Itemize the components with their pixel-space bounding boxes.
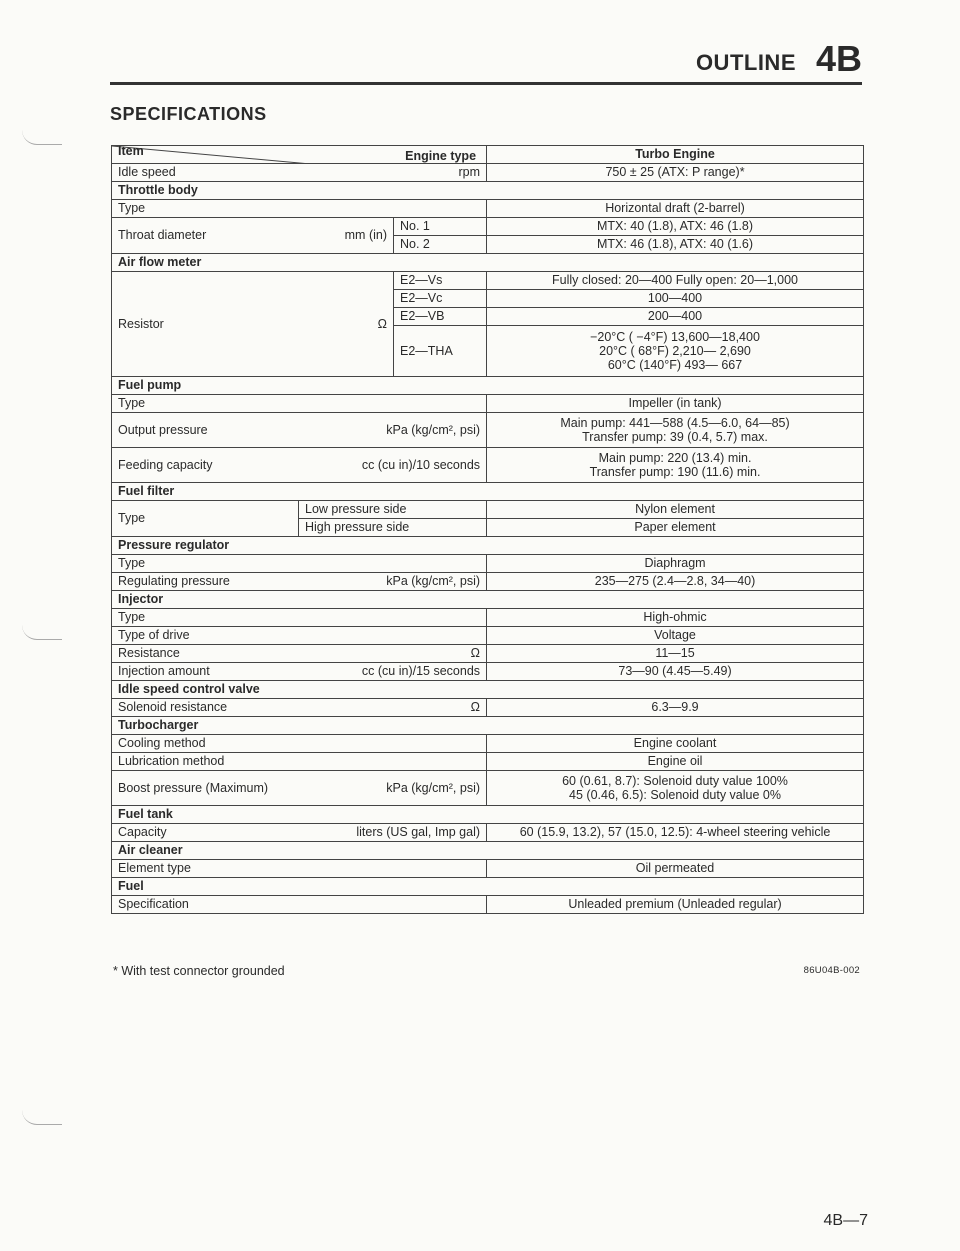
throat-no2: No. 2: [394, 236, 487, 254]
margin-mark-mid: [22, 625, 62, 640]
tha-line-3: 60°C (140°F) 493— 667: [607, 358, 743, 372]
output-pressure-value: [487, 413, 864, 448]
specification-value: Unleaded premium (Unleaded regular): [487, 896, 864, 914]
boost-pressure-label: Boost pressure (Maximum): [118, 780, 269, 795]
engine-type-label: Engine type: [405, 149, 477, 163]
e2-vs: E2—Vs: [394, 272, 487, 290]
resistor-label: Resistor: [118, 316, 164, 331]
low-pressure-side: Low pressure side: [299, 501, 487, 519]
idle-speed-unit: rpm: [458, 165, 481, 179]
throat-no1-value: MTX: 40 (1.8), ATX: 46 (1.8): [487, 218, 864, 236]
section-fuel-pump: Fuel pump: [112, 377, 864, 395]
section-fuel: Fuel: [112, 878, 864, 896]
capacity-unit: liters (US gal, Imp gal): [356, 825, 481, 839]
lubrication-method-value: Engine oil: [487, 753, 864, 771]
section-fuel-filter: Fuel filter: [112, 483, 864, 501]
solenoid-resistance-label: Solenoid resistance: [118, 700, 228, 714]
injector-resistance-value: 11—15: [487, 645, 864, 663]
margin-mark-top: [22, 130, 62, 145]
e2-vb-value: 200—400: [487, 308, 864, 326]
throat-diameter-label: Throat diameter: [118, 228, 207, 242]
throat-diameter-unit: mm (in): [344, 228, 387, 242]
element-type-value: Oil permeated: [487, 860, 864, 878]
injector-type-label: Type: [112, 609, 487, 627]
specifications-table: [111, 145, 864, 914]
boost-pressure-unit: kPa (kg/cm², psi): [386, 780, 481, 795]
idle-speed-label: Idle speed: [118, 165, 176, 179]
fuel-pump-type-label: Type: [112, 395, 487, 413]
section-air-cleaner: Air cleaner: [112, 842, 864, 860]
fuel-pump-type-value: Impeller (in tank): [487, 395, 864, 413]
high-pressure-value: Paper element: [487, 519, 864, 537]
throat-no1: No. 1: [394, 218, 487, 236]
output-line-2: Transfer pump: 39 (0.4, 5.7) max.: [582, 430, 768, 444]
regulator-type-value: Diaphragm: [487, 555, 864, 573]
boost-line-1: 60 (0.61, 8.7): Solenoid duty value 100%: [562, 774, 788, 788]
injection-amount-value: 73—90 (4.45—5.49): [487, 663, 864, 681]
injection-amount-label: Injection amount: [118, 664, 210, 678]
cooling-method-label: Cooling method: [112, 735, 487, 753]
output-pressure-label: Output pressure: [118, 422, 208, 437]
row-idle-speed: [112, 164, 864, 182]
section-idle-speed-control-valve: Idle speed control valve: [112, 681, 864, 699]
page-title: SPECIFICATIONS: [110, 104, 267, 124]
injector-resistance-unit: Ω: [470, 646, 481, 660]
feeding-line-1: Main pump: 220 (13.4) min.: [598, 451, 752, 465]
footnote: * With test connector grounded: [113, 964, 285, 978]
solenoid-resistance-value: 6.3—9.9: [487, 699, 864, 717]
drive-type-value: Voltage: [487, 627, 864, 645]
e2-tha: E2—THA: [394, 326, 487, 377]
tha-line-1: −20°C ( −4°F) 13,600—18,400: [590, 330, 760, 344]
section-injector: Injector: [112, 591, 864, 609]
throttle-type-value: Horizontal draft (2-barrel): [487, 200, 864, 218]
item-label: Item: [118, 145, 144, 158]
margin-mark-bottom: [22, 1110, 62, 1125]
injector-type-value: High-ohmic: [487, 609, 864, 627]
injection-amount-unit: cc (cu in)/15 seconds: [361, 664, 481, 678]
feeding-line-2: Transfer pump: 190 (11.6) min.: [589, 465, 761, 479]
page-number: 4B—7: [823, 1212, 868, 1229]
high-pressure-side: High pressure side: [299, 519, 487, 537]
column-header-turbo: Turbo Engine: [487, 146, 864, 164]
page-header: [110, 40, 862, 85]
tha-line-2: 20°C ( 68°F) 2,210— 2,690: [599, 344, 751, 358]
section-code: 4B: [815, 38, 862, 79]
idle-speed-value: 750 ± 25 (ATX: P range)*: [487, 164, 864, 182]
capacity-label: Capacity: [118, 825, 167, 839]
cooling-method-value: Engine coolant: [487, 735, 864, 753]
regulating-pressure-label: Regulating pressure: [118, 574, 230, 588]
section-word: OUTLINE: [695, 50, 796, 75]
solenoid-resistance-unit: Ω: [470, 700, 481, 714]
low-pressure-value: Nylon element: [487, 501, 864, 519]
e2-vc-value: 100—400: [487, 290, 864, 308]
e2-tha-value: [487, 326, 864, 377]
feeding-capacity-unit: cc (cu in)/10 seconds: [361, 457, 481, 472]
fuel-filter-type-label: Type: [112, 501, 299, 537]
section-turbocharger: Turbocharger: [112, 717, 864, 735]
resistor-unit: Ω: [377, 316, 387, 331]
regulating-pressure-value: 235—275 (2.4—2.8, 34—40): [487, 573, 864, 591]
feeding-capacity-value: [487, 448, 864, 483]
section-throttle-body: Throttle body: [112, 182, 864, 200]
output-line-1: Main pump: 441—588 (4.5—6.0, 64—85): [560, 416, 790, 430]
boost-line-2: 45 (0.46, 6.5): Solenoid duty value 0%: [569, 788, 781, 802]
regulating-pressure-unit: kPa (kg/cm², psi): [386, 574, 481, 588]
figure-code: 86U04B-002: [803, 965, 860, 976]
throat-no2-value: MTX: 46 (1.8), ATX: 40 (1.6): [487, 236, 864, 254]
e2-vc: E2—Vc: [394, 290, 487, 308]
lubrication-method-label: Lubrication method: [112, 753, 487, 771]
boost-pressure-value: [487, 771, 864, 806]
feeding-capacity-label: Feeding capacity: [118, 457, 213, 472]
regulator-type-label: Type: [112, 555, 487, 573]
throttle-type-label: Type: [112, 200, 487, 218]
output-pressure-unit: kPa (kg/cm², psi): [386, 422, 481, 437]
injector-resistance-label: Resistance: [118, 646, 180, 660]
section-air-flow-meter: Air flow meter: [112, 254, 864, 272]
specification-label: Specification: [112, 896, 487, 914]
capacity-value: 60 (15.9, 13.2), 57 (15.0, 12.5): 4-wheel steering vehicle: [487, 824, 864, 842]
drive-type-label: Type of drive: [112, 627, 487, 645]
e2-vs-value: Fully closed: 20—400 Fully open: 20—1,000: [487, 272, 864, 290]
table-header-row: [112, 146, 864, 164]
header-corner-cell: [112, 146, 487, 164]
e2-vb: E2—VB: [394, 308, 487, 326]
section-pressure-regulator: Pressure regulator: [112, 537, 864, 555]
section-fuel-tank: Fuel tank: [112, 806, 864, 824]
element-type-label: Element type: [112, 860, 487, 878]
